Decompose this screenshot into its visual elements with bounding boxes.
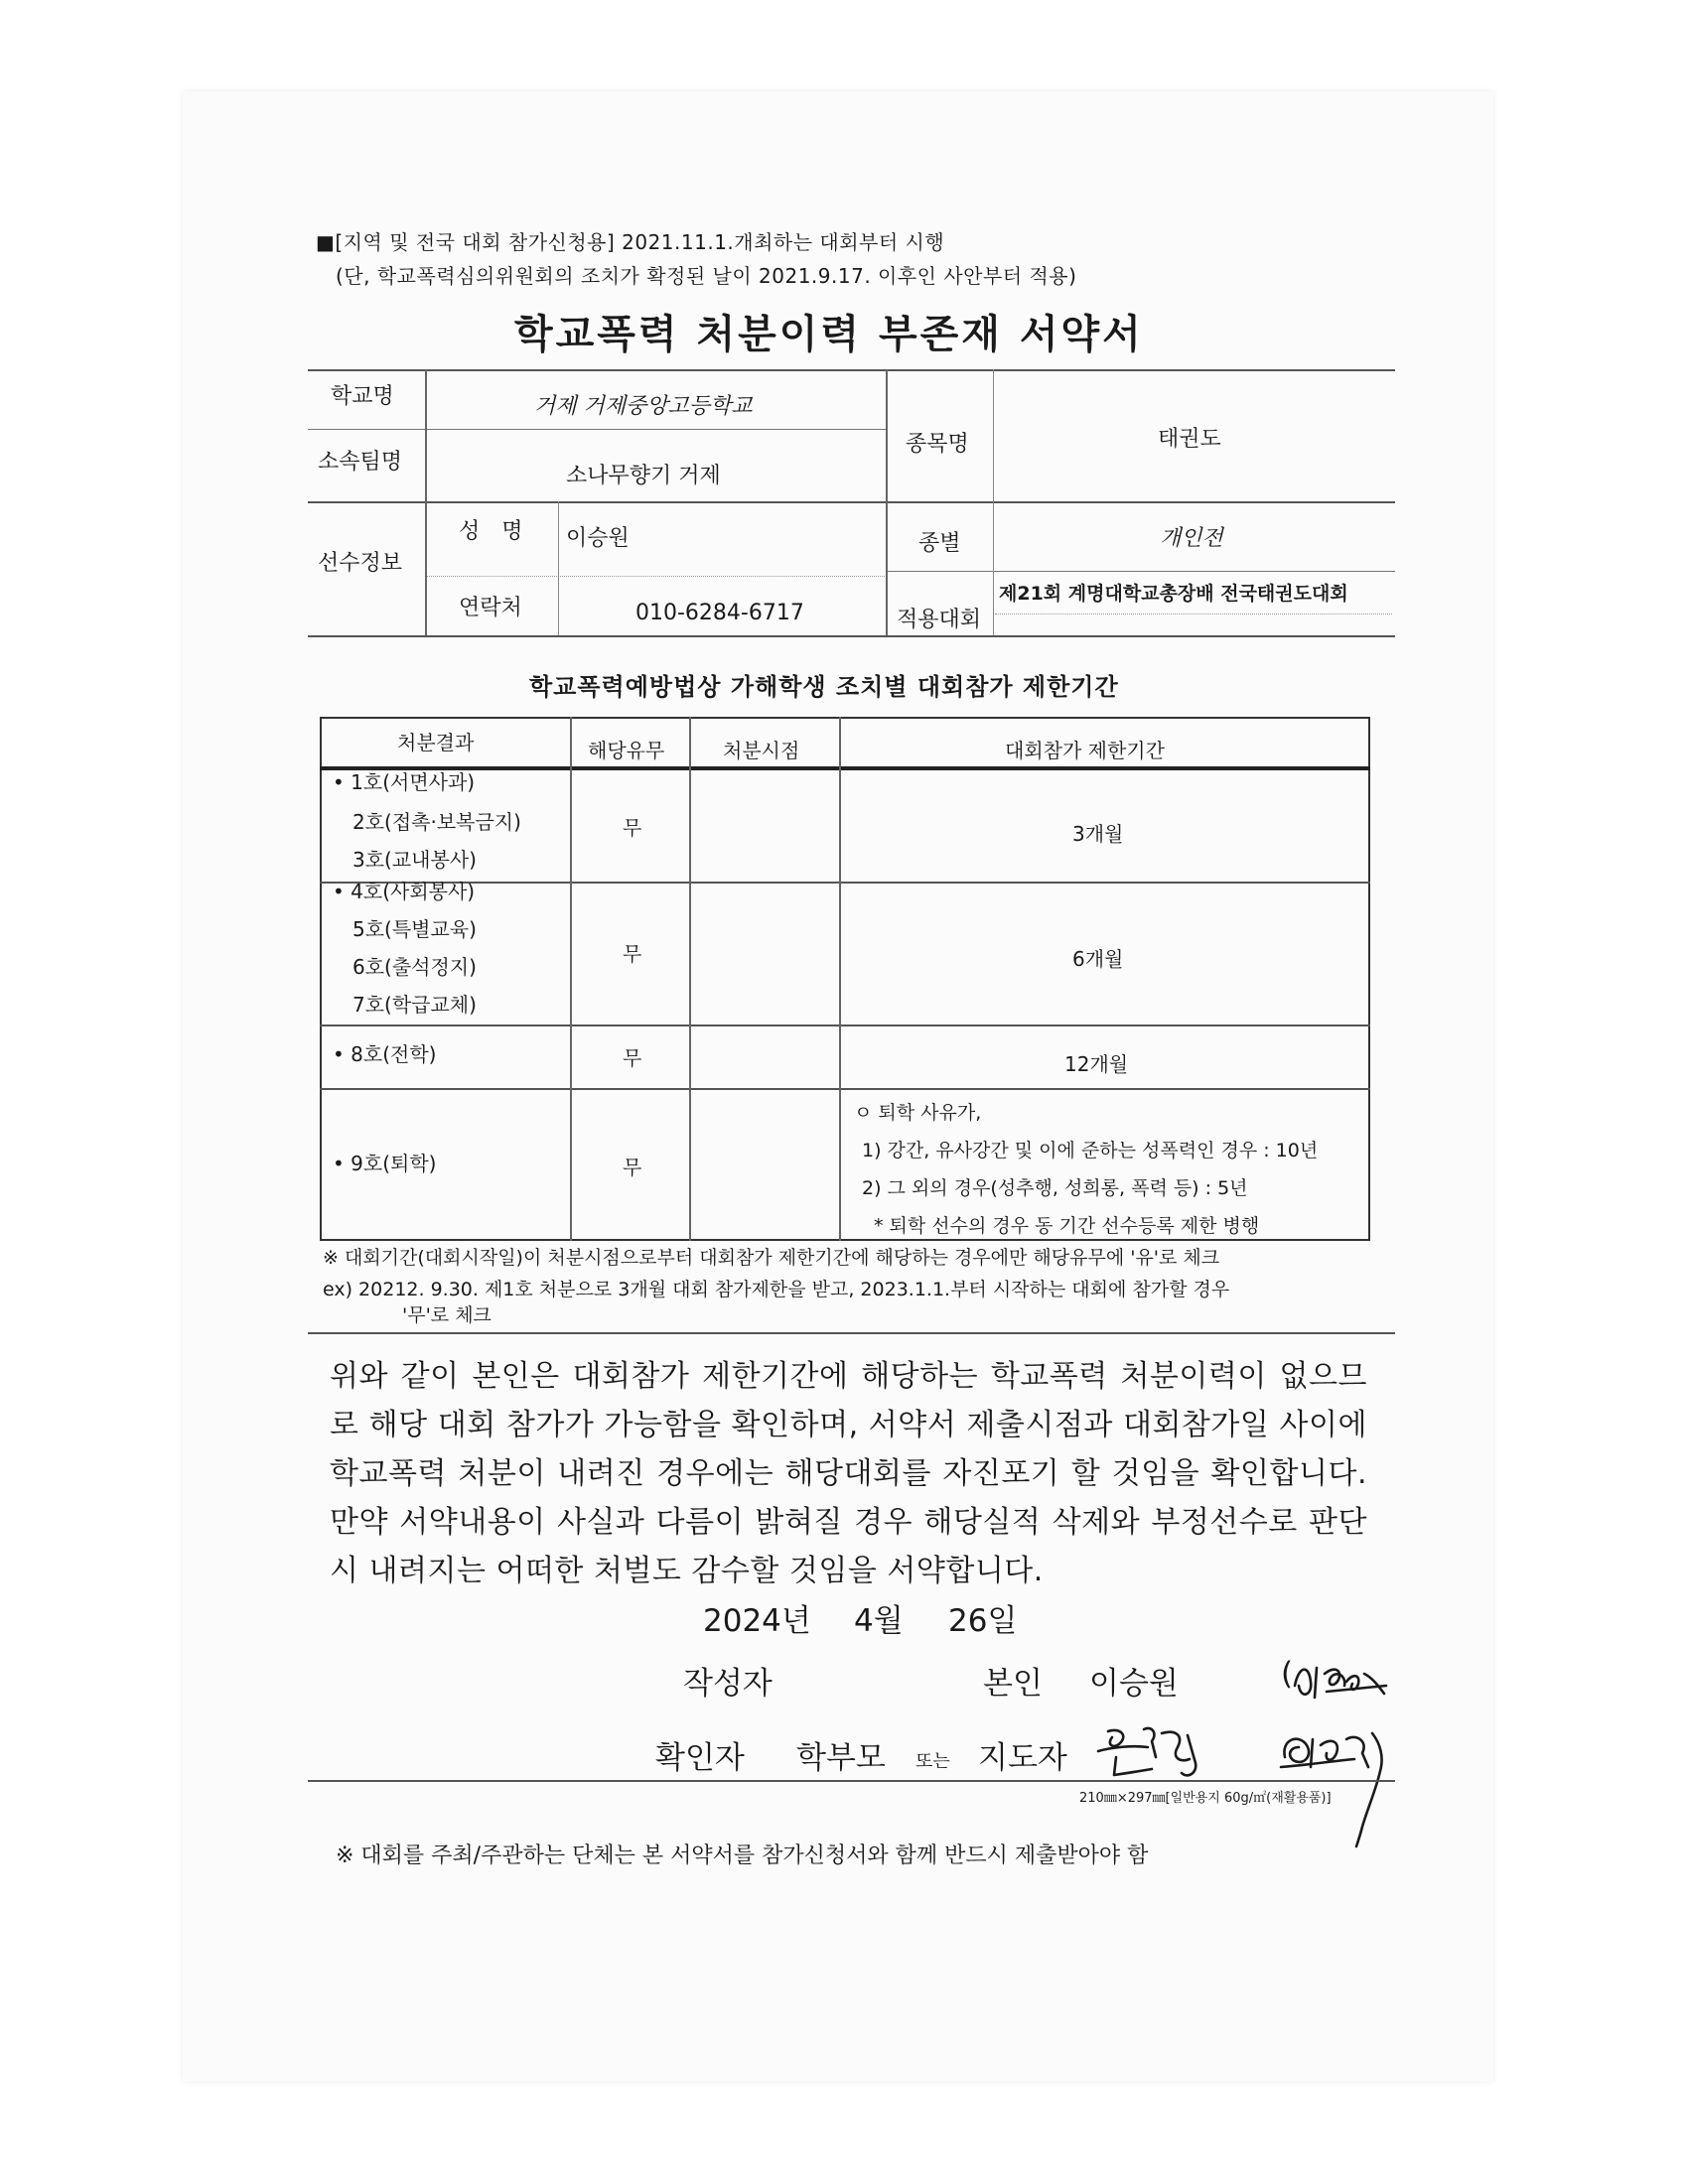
row2-result-3: 6호(출석정지) xyxy=(352,955,477,979)
row2-period: 6개월 xyxy=(1072,947,1124,971)
info-table-top-border xyxy=(308,369,1395,371)
row1-applicable: 무 xyxy=(623,816,642,840)
row4-applicable: 무 xyxy=(623,1156,642,1179)
info-row-divider-2 xyxy=(308,501,1395,503)
info-col-divider-2 xyxy=(886,369,888,635)
document-title: 학교폭력 처분이력 부존재 서약서 xyxy=(514,312,1144,357)
date-year: 2024년 xyxy=(703,1603,811,1639)
confirmer-label: 확인자 xyxy=(655,1740,745,1776)
th-result: 처분결과 xyxy=(397,731,475,754)
or-label: 또는 xyxy=(915,1751,950,1772)
name-label: 성 명 xyxy=(459,519,523,544)
sanction-row-divider-2 xyxy=(320,1024,1370,1026)
info-col-divider-4 xyxy=(558,501,559,635)
self-paren: ( xyxy=(1281,1656,1294,1692)
coach-label: 지도자 xyxy=(978,1740,1067,1776)
row1-result-2: 2호(접촉·보복금지) xyxy=(352,810,521,834)
row4-result-1: • 9호(퇴학) xyxy=(333,1152,437,1175)
section-title: 학교폭력예방법상 가해학생 조치별 대회참가 제한기간 xyxy=(529,673,1119,701)
team-label: 소속팀명 xyxy=(318,450,403,475)
signature-bottom-border xyxy=(308,1780,1395,1782)
info-row-divider-3b xyxy=(886,571,1395,572)
pledge-paragraph: 위와 같이 본인은 대회참가 제한기간에 해당하는 학교폭력 처분이력이 없으므로 해당 대회 참가가 가능함을 확인하며, 서약서 제출시점과 대회참가일 사이에 학교폭력 처분이 내려진 경우에는 해당대회를 자진포기 할 것임을 확인합니다. 만약 서약내용이 사실과 다름이 밝혀질 경우 해당실적 삭제와 부정선수로 판단 시 내려지는 어떠한 처벌도 감수할 것임을 서약합니다. xyxy=(330,1359,1367,1588)
type-label: 종별 xyxy=(918,531,961,556)
row3-period: 12개월 xyxy=(1064,1052,1129,1076)
contact-value: 010-6284-6717 xyxy=(635,601,804,625)
row1-result-1: • 1호(서면사과) xyxy=(333,770,476,794)
school-label: 학교명 xyxy=(331,384,394,409)
sanction-col-divider-1 xyxy=(570,717,572,1241)
info-col-divider-1 xyxy=(425,369,427,635)
footer-note: ※ 대회를 주최/주관하는 단체는 본 서약서를 참가신청서와 함께 반드시 제출받아야 함 xyxy=(336,1843,1149,1868)
row2-applicable: 무 xyxy=(623,942,642,966)
school-value: 거제 거제중앙고등학교 xyxy=(534,394,753,419)
note-line3: '무'로 체크 xyxy=(402,1304,492,1326)
row1-result-3: 3호(교내봉사) xyxy=(352,848,477,872)
coach-signature xyxy=(1092,1717,1221,1787)
th-period: 대회참가 제한기간 xyxy=(1005,739,1165,762)
row3-applicable: 무 xyxy=(623,1046,642,1070)
info-table-bottom-border xyxy=(308,635,1395,637)
date-day: 26일 xyxy=(948,1603,1018,1639)
parent-label: 학부모 xyxy=(796,1740,886,1776)
sanction-row-divider-3 xyxy=(320,1088,1370,1090)
team-value: 소나무향기 거제 xyxy=(566,464,721,488)
self-name: 이승원 xyxy=(1089,1666,1179,1702)
notes-bottom-border xyxy=(308,1332,1395,1334)
player-info-label: 선수정보 xyxy=(318,551,403,576)
row2-result-4: 7호(학급교체) xyxy=(352,993,477,1017)
note-line2: ex) 20212. 9.30. 제1호 처분으로 3개월 대회 참가제한을 받고, 2023.1.1.부터 시작하는 대회에 참가할 경우 xyxy=(323,1279,1230,1300)
contact-label: 연락처 xyxy=(459,596,522,620)
sanction-col-divider-3 xyxy=(839,717,841,1241)
event-value: 태권도 xyxy=(1158,427,1221,452)
row2-result-2: 5호(특별교육) xyxy=(352,917,477,941)
competition-value: 제21회 계명대학교총장배 전국태권도대회 xyxy=(999,583,1348,605)
sanction-col-divider-2 xyxy=(689,717,691,1241)
paper-spec: 210㎜×297㎜[일반용지 60g/㎡(재활용품)] xyxy=(1079,1791,1332,1806)
sanction-row-divider-1 xyxy=(320,882,1370,884)
note-line1: ※ 대회기간(대회시작일)이 처분시점으로부터 대회참가 제한기간에 해당하는 경우에만 해당유무에 '유'로 체크 xyxy=(323,1247,1220,1269)
th-point: 처분시점 xyxy=(723,739,800,762)
author-label: 작성자 xyxy=(683,1666,773,1702)
sanction-table-header-border xyxy=(320,766,1370,770)
row4-period-line3: 2) 그 외의 경우(성추행, 성희롱, 폭력 등) : 5년 xyxy=(862,1177,1248,1199)
info-row-divider-3 xyxy=(425,576,887,577)
row4-period-line4: * 퇴학 선수의 경우 동 기간 선수등록 제한 병행 xyxy=(874,1215,1260,1237)
row1-period: 3개월 xyxy=(1072,822,1124,846)
name-value: 이승원 xyxy=(566,526,630,551)
self-signature xyxy=(1287,1656,1396,1707)
self-label: 본인 xyxy=(983,1666,1043,1702)
header-notice-line1: ■[지역 및 전국 대회 참가신청용] 2021.11.1.개최하는 대회부터 시행 xyxy=(316,230,945,254)
info-row-divider-1 xyxy=(308,429,886,430)
info-col-divider-3 xyxy=(993,369,994,635)
row3-result-1: • 8호(전학) xyxy=(333,1042,437,1066)
competition-label: 적용대회 xyxy=(897,608,982,632)
th-applicable: 해당유무 xyxy=(588,739,665,762)
row4-period-line2: 1) 강간, 유사강간 및 이에 준하는 성폭력인 경우 : 10년 xyxy=(862,1140,1319,1161)
header-notice-line2: (단, 학교폭력심의위원회의 조치가 확정된 날이 2021.9.17. 이후인 사안부터 적용) xyxy=(336,264,1077,288)
row2-result-1: • 4호(사회봉사) xyxy=(333,880,476,903)
event-label: 종목명 xyxy=(906,432,969,457)
type-value: 개인전 xyxy=(1160,526,1223,551)
row4-period-line1: ㅇ 퇴학 사유가, xyxy=(854,1102,982,1124)
date-month: 4월 xyxy=(854,1603,904,1639)
